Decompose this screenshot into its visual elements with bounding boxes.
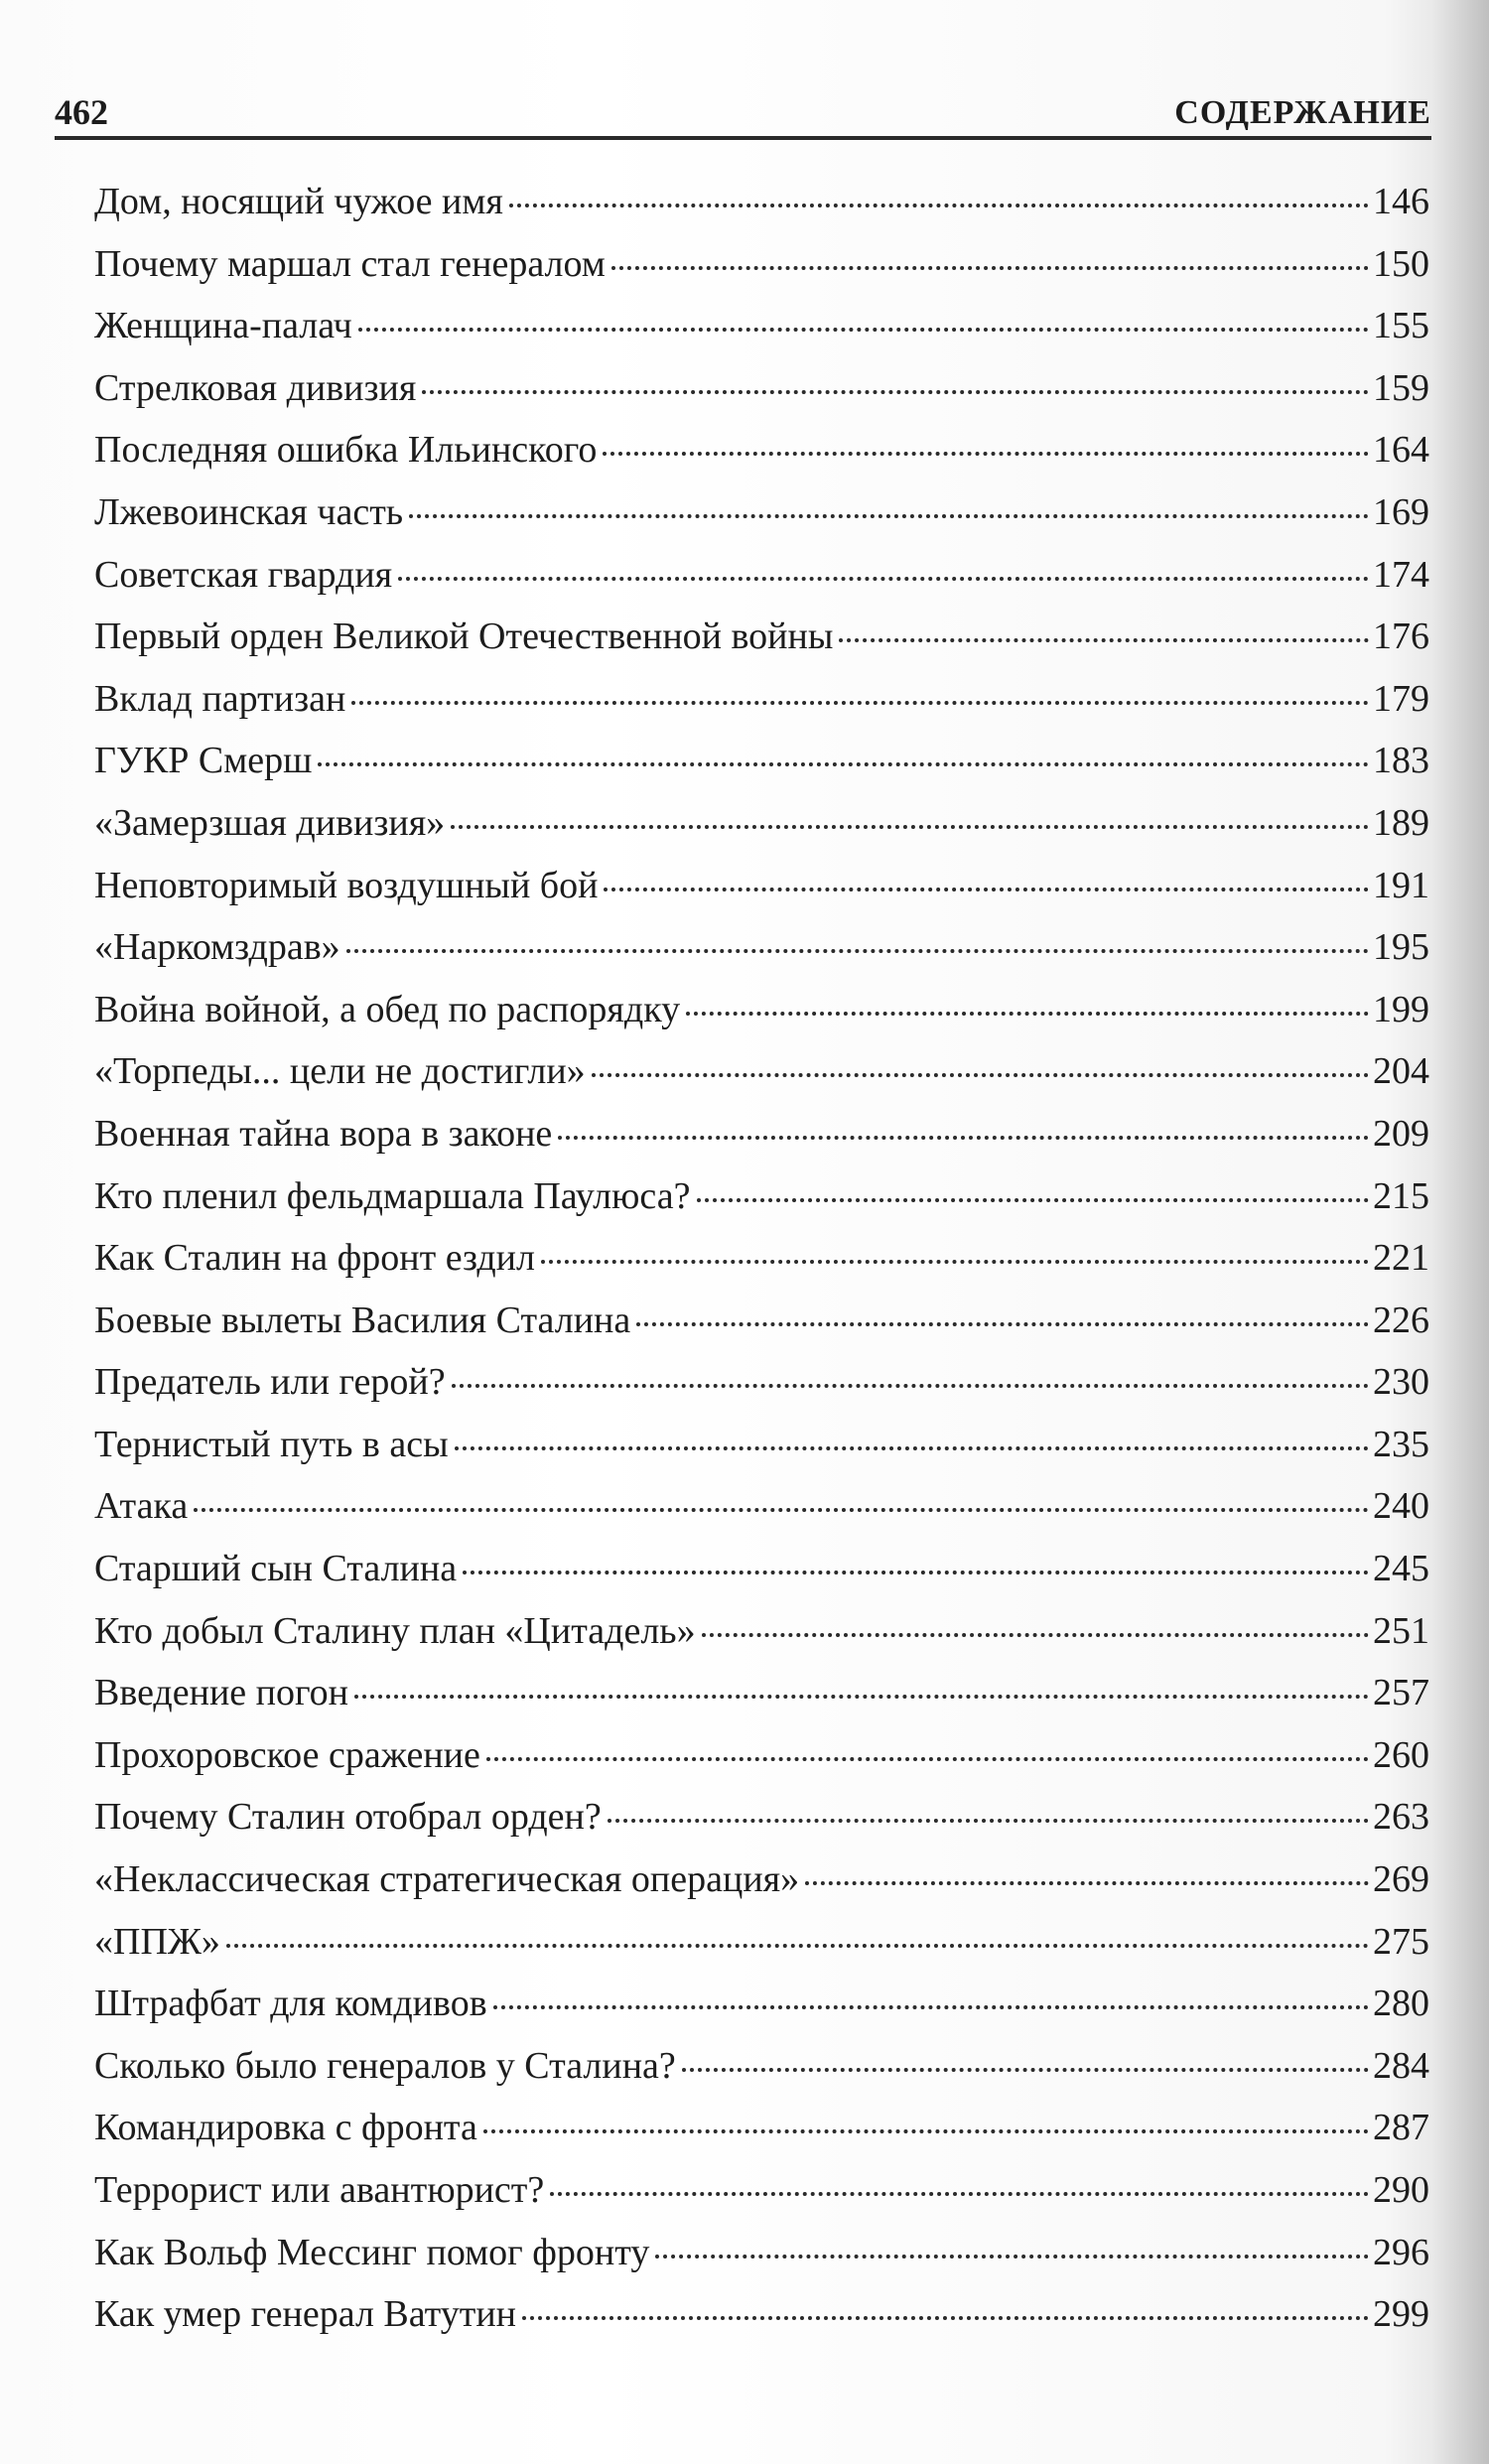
toc-entry-page-number: 195 <box>1373 926 1429 969</box>
dot-leader <box>550 2154 1369 2196</box>
dot-leader <box>451 787 1369 829</box>
dot-leader <box>611 228 1369 270</box>
toc-entry <box>94 1040 1429 1103</box>
toc-entry <box>94 916 1429 979</box>
toc-entry-title: Последняя ошибка Ильинского <box>94 429 598 472</box>
toc-entry-title: Советская гвардия <box>94 553 393 596</box>
toc-entry-title: Боевые вылеты Василия Сталина <box>94 1299 631 1341</box>
toc-entry-title: Предатель или герой? <box>94 1361 446 1404</box>
toc-entry-page-number: 164 <box>1373 429 1429 472</box>
toc-entry-page-number: 299 <box>1373 2293 1429 2336</box>
toc-entry-page-number: 263 <box>1373 1796 1429 1839</box>
toc-entry <box>94 1724 1429 1787</box>
toc-entry <box>94 855 1429 917</box>
toc-entry <box>94 481 1429 544</box>
toc-entry-page-number: 290 <box>1373 2169 1429 2211</box>
toc-entry-title: Как Вольф Мессинг помог фронту <box>94 2231 650 2273</box>
dot-leader <box>318 725 1369 766</box>
toc-entry-title: Кто добыл Сталину план «Цитадель» <box>94 1609 696 1652</box>
toc-entry-title: Почему Сталин отобрал орден? <box>94 1796 602 1839</box>
toc-entry <box>94 1165 1429 1228</box>
toc-entry-title: Террорист или авантюрист? <box>94 2169 545 2211</box>
toc-entry-title: «ППЖ» <box>94 1920 220 1963</box>
page-number: 462 <box>55 92 108 132</box>
toc-entry-page-number: 209 <box>1373 1112 1429 1155</box>
toc-entry-page-number: 191 <box>1373 864 1429 906</box>
toc-entry-title: Прохоровское сражение <box>94 1733 480 1776</box>
dot-leader <box>636 1285 1369 1326</box>
dot-leader <box>354 1657 1369 1699</box>
toc-entry-page-number: 176 <box>1373 616 1429 658</box>
toc-entry-title: Военная тайна вора в законе <box>94 1112 553 1155</box>
toc-entry <box>94 1351 1429 1414</box>
dot-leader <box>226 1906 1369 1948</box>
dot-leader <box>603 414 1369 456</box>
dot-leader <box>463 1533 1369 1574</box>
page-header <box>55 84 1431 140</box>
dot-leader <box>655 2217 1369 2259</box>
toc-entry-title: Первый орден Великой Отечественной войны <box>94 616 834 658</box>
dot-leader <box>346 911 1369 953</box>
dot-leader <box>839 601 1369 642</box>
toc-entry <box>94 1848 1429 1911</box>
dot-leader <box>686 974 1369 1016</box>
toc-entry-page-number: 174 <box>1373 553 1429 596</box>
toc-entry-title: Атака <box>94 1485 189 1528</box>
toc-entry <box>94 668 1429 731</box>
toc-entry-page-number: 235 <box>1373 1423 1429 1465</box>
toc-entry <box>94 2097 1429 2159</box>
toc-entry <box>94 1911 1429 1974</box>
toc-entry-page-number: 240 <box>1373 1485 1429 1528</box>
toc-entry-title: Сколько было генералов у Сталина? <box>94 2044 676 2087</box>
toc-entry <box>94 233 1429 296</box>
toc-entry-page-number: 215 <box>1373 1174 1429 1217</box>
dot-leader <box>702 1595 1369 1637</box>
toc-entry <box>94 2159 1429 2222</box>
toc-entry-page-number: 155 <box>1373 305 1429 347</box>
dot-leader <box>608 1781 1369 1823</box>
toc-entry-title: Как Сталин на фронт ездил <box>94 1237 535 1280</box>
toc-entry-page-number: 280 <box>1373 1983 1429 2025</box>
dot-leader <box>805 1844 1369 1885</box>
toc-entry-page-number: 183 <box>1373 740 1429 782</box>
toc-entry-page-number: 269 <box>1373 1858 1429 1901</box>
dot-leader <box>358 290 1369 332</box>
toc-entry <box>94 1227 1429 1290</box>
dot-leader <box>682 2030 1369 2072</box>
toc-entry-page-number: 230 <box>1373 1361 1429 1404</box>
dot-leader <box>486 1719 1369 1761</box>
toc-entry <box>94 544 1429 607</box>
toc-entry-page-number: 260 <box>1373 1733 1429 1776</box>
toc-entry-title: «Торпеды... цели не достигли» <box>94 1050 586 1093</box>
toc-entry-page-number: 150 <box>1373 242 1429 285</box>
toc-entry-title: Тернистый путь в асы <box>94 1423 449 1465</box>
toc-entry-title: Штрафбат для комдивов <box>94 1983 487 2025</box>
toc-entry <box>94 295 1429 357</box>
toc-entry <box>94 2035 1429 2098</box>
toc-entry-title: Стрелковая дивизия <box>94 366 417 409</box>
dot-leader <box>422 352 1369 394</box>
toc-entry-title: Дом, носящий чужое имя <box>94 181 503 222</box>
dot-leader <box>697 1161 1370 1202</box>
toc-entry-title: Как умер генерал Ватутин <box>94 2293 517 2336</box>
toc-entry-title: Командировка с фронта <box>94 2107 477 2149</box>
toc-entry-page-number: 296 <box>1373 2231 1429 2273</box>
dot-leader <box>483 2092 1369 2133</box>
toc-entry-page-number: 226 <box>1373 1299 1429 1341</box>
toc-entry-page-number: 189 <box>1373 801 1429 844</box>
toc-entry <box>94 1600 1429 1663</box>
toc-entry-title: «Замерзшая дивизия» <box>94 801 446 844</box>
dot-leader <box>509 166 1369 207</box>
dot-leader <box>351 663 1369 705</box>
toc-entry <box>94 1538 1429 1600</box>
toc-entry-page-number: 251 <box>1373 1609 1429 1652</box>
dot-leader <box>541 1222 1369 1264</box>
toc-entry-title: Лжевоинская часть <box>94 490 404 533</box>
toc-entry-page-number: 199 <box>1373 988 1429 1030</box>
toc-entry-title: Введение погон <box>94 1672 348 1714</box>
toc-entry <box>94 606 1429 668</box>
toc-entry <box>94 979 1429 1041</box>
toc-entry-title: Война войной, а обед по распорядку <box>94 988 681 1030</box>
toc-entry-page-number: 146 <box>1373 181 1429 222</box>
dot-leader <box>398 539 1369 581</box>
toc-entry <box>94 419 1429 481</box>
toc-entry-page-number: 245 <box>1373 1548 1429 1590</box>
page-edge-shadow <box>1431 0 1489 2464</box>
table-of-contents <box>94 171 1429 2346</box>
toc-entry <box>94 792 1429 855</box>
toc-entry-title: «Наркомздрав» <box>94 926 340 969</box>
toc-entry-page-number: 284 <box>1373 2044 1429 2087</box>
dot-leader <box>493 1968 1369 2009</box>
toc-entry <box>94 1662 1429 1724</box>
toc-entry-page-number: 287 <box>1373 2107 1429 2149</box>
toc-entry-title: Вклад партизан <box>94 677 346 720</box>
toc-entry <box>94 1786 1429 1848</box>
toc-entry-page-number: 159 <box>1373 366 1429 409</box>
toc-entry <box>94 1414 1429 1476</box>
dot-leader <box>604 850 1369 891</box>
toc-entry <box>94 2283 1429 2346</box>
dot-leader <box>409 477 1369 518</box>
toc-entry <box>94 357 1429 420</box>
toc-entry <box>94 1973 1429 2035</box>
toc-entry-page-number: 204 <box>1373 1050 1429 1093</box>
running-head: СОДЕРЖАНИЕ <box>1174 94 1431 131</box>
toc-entry-title: Кто пленил фельдмаршала Паулюса? <box>94 1174 691 1217</box>
dot-leader <box>452 1346 1369 1388</box>
toc-entry-title: ГУКР Смерш <box>94 740 313 782</box>
toc-entry-page-number: 169 <box>1373 490 1429 533</box>
toc-entry <box>94 1475 1429 1538</box>
toc-entry <box>94 730 1429 792</box>
toc-entry <box>94 1103 1429 1165</box>
toc-entry-page-number: 179 <box>1373 677 1429 720</box>
toc-entry-page-number: 275 <box>1373 1920 1429 1963</box>
dot-leader <box>455 1409 1369 1450</box>
toc-entry-title: Почему маршал стал генералом <box>94 242 606 285</box>
dot-leader <box>194 1470 1369 1512</box>
dot-leader <box>592 1035 1369 1077</box>
dot-leader <box>522 2278 1369 2320</box>
toc-entry-title: Неповторимый воздушный бой <box>94 864 599 906</box>
toc-entry <box>94 171 1429 233</box>
toc-entry-title: Женщина-палач <box>94 305 352 347</box>
toc-entry-page-number: 257 <box>1373 1672 1429 1714</box>
toc-entry-title: Старший сын Сталина <box>94 1548 458 1590</box>
toc-entry <box>94 2222 1429 2284</box>
toc-entry-page-number: 221 <box>1373 1237 1429 1280</box>
toc-entry-title: «Неклассическая стратегическая операция» <box>94 1858 800 1901</box>
dot-leader <box>558 1098 1369 1140</box>
toc-entry <box>94 1290 1429 1352</box>
